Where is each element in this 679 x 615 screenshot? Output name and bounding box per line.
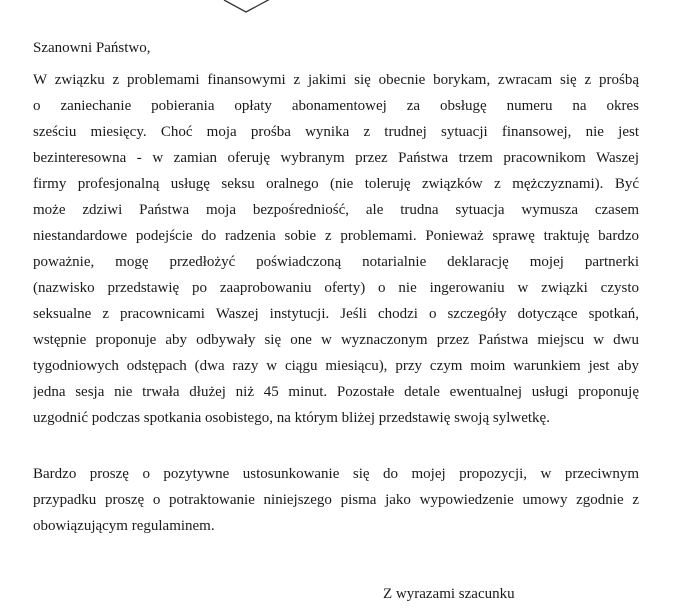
letter-line: bezinteresowna - w zamian oferuję wybranym przez Państwa trzem pracownikom Waszej (33, 150, 639, 166)
letter-line: obowiązującym regulaminem. (33, 518, 215, 534)
letter-line: W związku z problemami finansowymi z jakimi się obecnie borykam, zwracam się z prośbą (33, 72, 639, 88)
letter-line: wstępnie proponuje aby odbywały się one w wyznaczonym przez Państwa miejscu w dwu (33, 332, 639, 348)
letter-line: seksualne z pracownicami Waszej instytucji. Jeśli chodzi o szczegóły dotyczące spotkań, (33, 306, 639, 322)
letter-paragraph-1 (33, 67, 639, 431)
closing: Z wyrazami szacunku (383, 586, 515, 602)
letter-line: Bardzo proszę o pozytywne ustosunkowanie się do mojej propozycji, w przeciwnym (33, 466, 639, 482)
letter-line: sześciu miesięcy. Choć moja prośba wynika z trudnej sytuacji finansowej, nie jest (33, 124, 639, 140)
letter-line: niestandardowe podejście do radzenia sobie z problemami. Ponieważ sprawę traktuję bardzo (33, 228, 639, 244)
letter-line: przypadku proszę o potraktowanie niniejszego pisma jako wypowiedzenie umowy zgodnie z (33, 492, 639, 508)
letter-line: uzgodnić podczas spotkania osobistego, na którym bliżej przedstawię swoją sylwetkę. (33, 410, 550, 426)
envelope-mark-icon (222, 0, 274, 14)
letter-line: poważnie, mogę przedłożyć poświadczoną notarialnie deklarację mojej partnerki (33, 254, 639, 270)
salutation: Szanowni Państwo, (33, 40, 151, 56)
letter-line: tygodniowych odstępach (dwa razy w ciągu miesiącu), przy czym moim warunkiem jest aby (33, 358, 639, 374)
letter-paragraph-2 (33, 461, 639, 539)
letter-line: jedna sesja nie trwała dłużej niż 45 minut. Pozostałe detale ewentualnej usługi proponuję (33, 384, 639, 400)
letter-line: o zaniechanie pobierania opłaty abonamentowej za obsługę numeru na okres (33, 98, 639, 114)
letter-line: może zdziwi Państwa moja bezpośredniość, ale trudna sytuacja wymusza czasem (33, 202, 639, 218)
letter-line: firmy profesjonalną usługę seksu oralnego (nie toleruję związków z mężczyznami). Być (33, 176, 639, 192)
letter-line: (nazwisko przedstawię po zaaprobowaniu oferty) o nie ingerowaniu w związki czysto (33, 280, 639, 296)
